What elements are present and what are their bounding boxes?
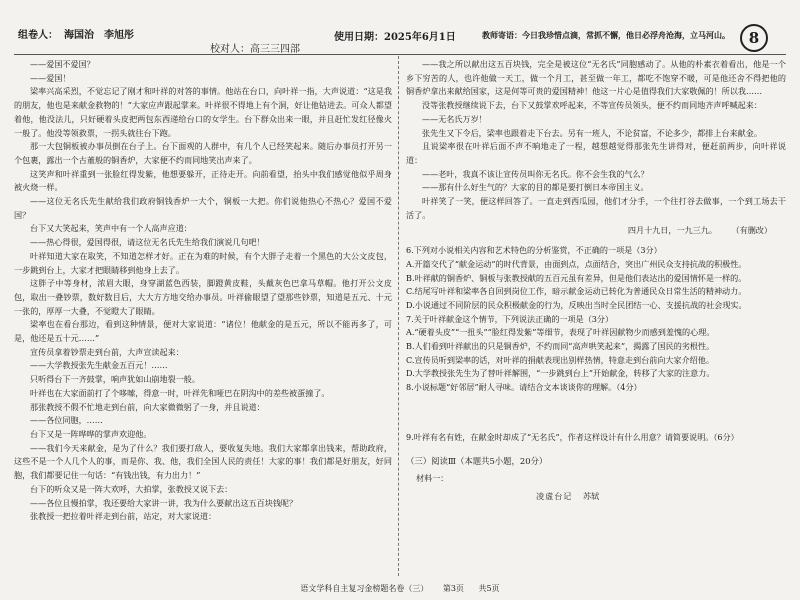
question-stem: 9.叶祥有名有姓，在献金时却成了“无名氏”，作者这样设计有什么用意？请简要说明。（6分） bbox=[406, 431, 739, 442]
story-paragraph: 叶祥也在大家面前打了个哆嗦，得意一时，叶祥先和哑巴在阴沟中的差些被蛋撞了。 bbox=[30, 387, 330, 398]
story-paragraph: ——我们今天来献金，是为了什么？我们要打敌人，要收复失地。我们大家都拿出钱来，帮助政府，这些不是一个人几个人的事，而是你、我、他，我们全国人民的责任！大家的事！我们都是好朋友，好同胞，我们都要记住一句话：“有钱出钱，有力出力！” bbox=[14, 442, 392, 481]
material-label: 材料一： bbox=[416, 473, 449, 484]
question-item bbox=[406, 381, 786, 431]
story-paragraph: 叶祥知道大家在取笑，不知道怎样才好。正在为难的时候，有个大胖子走着一个黑色的大公文皮包，一步跳到台上，大家才把眼睛移到他身上去了。 bbox=[14, 250, 392, 275]
column-divider bbox=[398, 56, 399, 576]
story-paragraph: 梁率也在看台那边，看到这种情景，便对大家说道：“诸位！他献金的是五元，所以不能再多了，可是，他还是五十元……” bbox=[14, 319, 392, 344]
teacher-quote: 教师寄语：今日我珍惜点滴，常抓不懈，他日必浮舟沧海，立马河山。 bbox=[482, 30, 730, 40]
story-paragraph: 那一大包铜板被办事员倒在台子上。台下面观的人群中，有几个人已经笑起来。随后办事员打开另一个包裹，露出一个古董般的铜香炉，大家便不约而同地笑出声来了。 bbox=[14, 141, 392, 165]
story-paragraph: 这胖子中等身材，浓眉大眼，身穿湖蓝色西装，脚蹬黄皮鞋，头戴灰色巴拿马草帽。他打开公文皮包，取出一叠钞票，数好数目后，大大方方地交给办事员。叶祥偷眼望了望那些钞票，知道是五元、十元一张的，厚厚一大叠，不觉瞪大了眼睛。 bbox=[14, 278, 392, 316]
group-label: 组卷人： bbox=[18, 30, 58, 41]
question-item bbox=[406, 313, 786, 382]
material-heading bbox=[416, 490, 786, 504]
story-paragraph: ——那有什么好生气的？大家的目的都是要打倒日本帝国主义。 bbox=[422, 182, 649, 193]
footer-page: 第3页 bbox=[442, 584, 464, 593]
question-item bbox=[406, 431, 786, 445]
story-paragraph: 只听得台下一齐鼓掌，响声犹如山崩地裂一般。 bbox=[30, 374, 200, 385]
question-list bbox=[406, 244, 786, 444]
story-paragraph: 台下又是一阵哗哗的掌声欢迎他。 bbox=[30, 428, 152, 439]
story-paragraph: ——无名氏万岁！ bbox=[422, 113, 487, 124]
header-rule bbox=[14, 54, 786, 55]
story-paragraph: 张先生又下令后，梁率也跟着走下台去。另有一班人，不论贫富，不论多少，都排上台来献金。 bbox=[422, 127, 762, 138]
page-header bbox=[14, 26, 786, 55]
question-option: B.人们看到叶祥献出的只是铜香炉，不约而同“高声哄笑起来”，揭露了国民的劣根性。 bbox=[406, 341, 715, 352]
material-author: 苏轼 bbox=[582, 490, 600, 501]
story-paragraph: 这笑声和叶祥重到一张脸红得发紫，他想要躲开，正待走开。向前看望，抬头中我们感觉他似乎周身被火烧一样。 bbox=[14, 168, 392, 193]
story-left-column bbox=[14, 58, 392, 524]
question-item bbox=[406, 244, 786, 313]
use-date: 使用日期：2025年6月1日 bbox=[334, 32, 456, 43]
story-paragraph: ——各位同胞，…… bbox=[30, 415, 103, 426]
right-column bbox=[406, 58, 786, 504]
story-paragraph: ——热心得很，爱国得很，请这位无名氏先生给我们演说几句吧！ bbox=[30, 237, 265, 248]
question-option: D.大学教授张先生为了替叶祥解围，“一步跳到台上”开始献金，转移了大家的注意力。 bbox=[406, 368, 715, 379]
story-paragraph: 那张教授不假不忙地走到台前，向大家微微躬了一身，并且说道： bbox=[30, 401, 265, 412]
date-line: 四月十九日，一九三九。 bbox=[627, 225, 717, 236]
story-paragraph: 没等张教授继续说下去，台下又鼓掌欢呼起来，不等宣传员领头，便不约而同地齐声呼喊起来： bbox=[422, 100, 762, 111]
section-heading: （三）阅读Ⅲ（本题共5小题，20分） bbox=[406, 455, 548, 466]
footer-title: 语文学科自主复习金榜题名卷（三） bbox=[300, 584, 429, 593]
story-paragraph: 梁率兴高采烈，不觉忘记了刚才和叶祥的对答的事情。他站在台口，向叶祥一指，大声说道：“这是我的朋友，他也是来献金救物的！”大家应声跟起掌来。叶祥很不得地上有个洞，好让他钻进去。可众人都望着他，他没法儿，只好硬着头皮把两包东西递给台口的女学生。台下群众出来一眼，并且赶忙发红径像火一般了。他没等领救票，一拐头就往台下跑。 bbox=[14, 86, 392, 138]
story-paragraph: ——老叶，我真不该让宣传员叫你无名氏。你不会生我的气么？ bbox=[422, 168, 649, 179]
story-paragraph: 台下又大笑起来，笑声中有一个人高声应道： bbox=[30, 223, 192, 234]
date-note: （有删改） bbox=[731, 225, 772, 236]
question-option: D.小说通过不同阶层的民众积极献金的行为，反映出当时全民团结一心、支援抗战的社会现实。 bbox=[406, 299, 747, 310]
question-option: C.结尾写叶祥和梁率各自回到岗位工作，暗示献金运动已转化为普通民众日常生活的精神动力。 bbox=[406, 286, 747, 297]
footer-total: 共5页 bbox=[478, 584, 500, 593]
answer-space bbox=[406, 395, 786, 431]
page-footer bbox=[0, 583, 800, 594]
question-option: C.宣传员听到梁率的话，对叶祥的捐献表现出别样热情，特意走到台前向大家介绍他。 bbox=[406, 354, 714, 365]
question-stem: 6.下列对小说相关内容和艺术特色的分析鉴赏，不正确的一项是（3分） bbox=[406, 245, 662, 256]
story-paragraph: 台下的听众又是一阵大欢呼，大拍掌，张教授又说下去： bbox=[30, 483, 233, 494]
question-option: A.开篇交代了“献金运动”的时代背景，由面到点，点面结合，突出广州民众支持抗战的积极性。 bbox=[406, 258, 747, 269]
story-paragraph: 且说梁率很在叶祥后面不声不响地走了一程，越想越觉得那张先生讲得对，便赶前两步，向叶祥说道： bbox=[406, 141, 786, 165]
story-paragraph: ——我之所以献出这五百块钱，完全是被这位“无名氏”同胞感动了。从他的朴素衣着看出，他是一个乡下穷苦的人，也许他做一天工，做一个月工，甚至做一年工，都吃不饱穿不暖，可是他还舍不得把他的铜香炉拿出来献给国家，这是何等可贵的爱国精神！他这一片心是值得我们大家敬佩的！所以我…… bbox=[406, 59, 786, 97]
story-paragraph: 叶祥笑了一笑，便这样回答了。一直走到西瓜园，他们才分手，一个往打谷去做事，一个到工场去干活了。 bbox=[406, 196, 786, 220]
story-paragraph: ——大学教授张先生献金五百元！…… bbox=[30, 360, 168, 371]
story-paragraph: ——爱国！ bbox=[30, 72, 71, 83]
story-paragraph: 宣传员拿着钞票走到台前，大声宣读起来： bbox=[30, 346, 184, 357]
story-paragraph: ——这位无名氏先生献给我们政府铜钱香炉一大个，铜板一大把。你们说他热心不热心？爱国不爱国？ bbox=[14, 196, 392, 220]
story-right-paragraphs bbox=[406, 58, 786, 222]
story-paragraph: ——各位且慢拍掌，我还要给大家讲一讲，我为什么要献出这五百块钱呢？ bbox=[30, 497, 298, 508]
story-paragraph: ——爱国不爱国？ bbox=[30, 59, 95, 69]
date-signature bbox=[406, 224, 772, 238]
question-stem: 7.关于叶祥献金这个情节，下列说法正确的一项是（3分） bbox=[406, 313, 614, 324]
material-title: 凌虚台记 bbox=[536, 490, 573, 501]
question-stem: 8.小说标题“好邻居”耐人寻味。请结合文本谈谈你的理解。（4分） bbox=[406, 382, 642, 393]
checker: 校对人：高三三四部 bbox=[210, 44, 300, 55]
page-number-circle: 8 bbox=[740, 24, 768, 52]
group-names: 海国治 李旭彤 bbox=[64, 30, 134, 41]
story-paragraph: 张教授一把拉着叶祥走到台前，站定，对大家说道： bbox=[30, 511, 217, 522]
question-option: A.“硬着头皮”“一扭头”“脸红得发紫”等细节，表现了叶祥因献物少而感到羞愧的心理。 bbox=[406, 327, 715, 338]
question-option: B.叶祥献的铜香炉、铜板与张教授献的五百元虽有差异，但是他们表达出的爱国情怀是一样的。 bbox=[406, 272, 747, 283]
